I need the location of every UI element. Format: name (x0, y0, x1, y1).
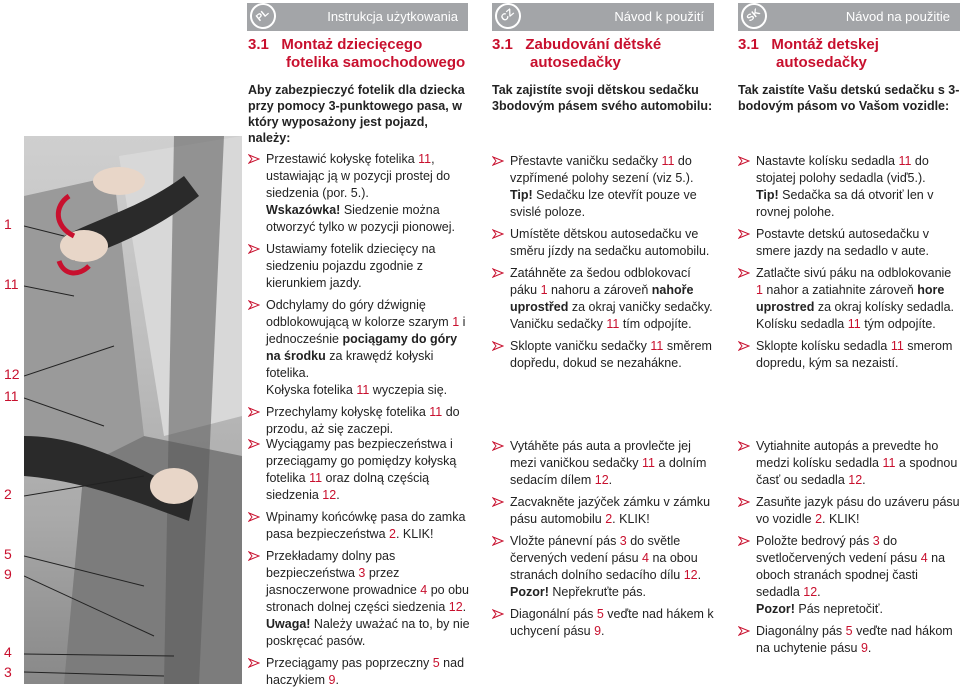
step-text: 2 (815, 512, 823, 526)
step-item (248, 436, 470, 504)
step-item (738, 153, 960, 187)
step-text: 9 (860, 641, 868, 655)
step-text: 1 (756, 283, 763, 297)
steps-list-pl-2 (248, 436, 470, 694)
callout-4: 4 (4, 644, 12, 660)
hollow-arrow-icon (248, 512, 260, 522)
header-title-sk: Návod na použitie (845, 9, 950, 24)
step-text: Diagonální pás (510, 607, 597, 621)
step-item (492, 226, 714, 260)
step-item (248, 509, 470, 543)
step-item (738, 494, 960, 528)
hollow-arrow-icon (492, 536, 504, 546)
step-text: Přestavte vaničku sedačky (510, 154, 662, 168)
step-text: 4 (920, 551, 928, 565)
steps-list-cz-1 (492, 153, 714, 377)
step-text: Vytáhěte pás auta a provlečte jej mezi vaničkou sedačky (510, 439, 691, 470)
step-item (492, 316, 714, 333)
section-subtitle-pl: Aby zabezpieczyć fotelik dla dziecka przy pomocy 3-punktowego pasa, w który wyposażony jest pojazd, należy: (248, 83, 465, 145)
step-text: Umístěte dětskou autosedačku ve směru jízdy na sedačku automobilu. (510, 227, 710, 258)
step-text: Zacvakněte jazýček zámku v zámku pásu automobilu (510, 495, 711, 526)
step-text: směrem dopředu, dokud se nezaháknе. (510, 339, 712, 370)
step-text: Vytiahnite autopás a prevedte ho medzi kolísku sedadla (756, 439, 939, 470)
step-text: hore uprostred (756, 283, 945, 314)
hollow-arrow-icon (738, 441, 750, 451)
step-text: 11 (356, 383, 370, 397)
hollow-arrow-icon (248, 300, 260, 310)
step-item (492, 153, 714, 187)
step-text: do stojatej polohy sedadla (viď5.). (756, 154, 929, 185)
step-text: 11 (418, 152, 432, 166)
steps-list-sk-2 (738, 438, 960, 662)
step-text: Uwaga! (266, 617, 311, 631)
step-text: Sklopte kolísku sedadla (756, 339, 891, 353)
section-title-sk: 3.1 Montáž detskej autosedačky (738, 36, 879, 71)
step-text: 1 (452, 315, 460, 329)
step-text: Kolísku sedadla (756, 317, 848, 331)
step-text: 3 (358, 566, 366, 580)
step-item (492, 494, 714, 528)
step-text: pociągamy do góry na środku (266, 332, 458, 363)
step-item (492, 438, 714, 489)
step-text: Položte bedrový pás (756, 534, 873, 548)
step-item (738, 623, 960, 657)
step-text: 4 (420, 583, 428, 597)
hollow-arrow-icon (738, 626, 750, 636)
step-text: 11 (309, 471, 323, 485)
step-item (738, 187, 960, 221)
hollow-arrow-icon (738, 156, 750, 166)
callout-5: 5 (4, 546, 12, 562)
step-item (738, 338, 960, 372)
step-text: Przeciągamy pas poprzeczny (266, 656, 433, 670)
step-text: 4 (642, 551, 649, 565)
step-text: nahoře uprostřed (510, 283, 694, 314)
step-text: . (336, 488, 340, 502)
step-item (248, 241, 470, 292)
callout-1: 1 (4, 216, 12, 232)
hollow-arrow-icon (738, 497, 750, 507)
hollow-arrow-icon (492, 156, 504, 166)
step-text: Zasuňte jazyk pásu do uzáveru pásu vo vozidle (756, 495, 960, 526)
step-item (248, 404, 470, 438)
hollow-arrow-icon (492, 497, 504, 507)
hollow-arrow-icon (492, 229, 504, 239)
step-item (492, 606, 714, 640)
step-item (248, 548, 470, 616)
step-text: 11 (642, 456, 655, 470)
step-text: . (817, 585, 821, 599)
step-text: po obu stronach dolnej części siedzenia (266, 583, 469, 614)
step-text: Przechylamy kołyskę fotelika (266, 405, 430, 419)
hollow-arrow-icon (738, 229, 750, 239)
lang-badge-sk: SK (736, 0, 773, 34)
step-text: . (608, 473, 613, 487)
hollow-arrow-icon (738, 341, 750, 351)
step-item (248, 297, 470, 382)
step-item (492, 265, 714, 316)
step-text: nad haczykiem (266, 656, 465, 687)
step-text: Wpinamy końcówkę pasa do zamka pasa bezpieczeństwa (266, 510, 466, 541)
hollow-arrow-icon (492, 341, 504, 351)
step-text: . KLIK! (395, 527, 434, 541)
step-text: Vložte pánevní pás (510, 534, 620, 548)
step-text: 5 (432, 656, 440, 670)
lang-badge-pl: PL (245, 0, 282, 34)
step-text: Siedzenie można otworzyć tylko w pozycji pionowej. (266, 203, 455, 234)
section-title-cz: 3.1 Zabudování dětské autosedačky (492, 36, 662, 71)
step-text: Przekładamy dolny pas bezpieczeństwa (266, 549, 396, 580)
step-text: Zatáhněte za šedou odblokovací páku (510, 266, 691, 297)
step-text: . (862, 473, 866, 487)
step-text: 2 (605, 512, 613, 526)
header-pl (247, 3, 468, 31)
step-item (738, 533, 960, 601)
step-text: 5 (596, 607, 604, 621)
step-text: , ustawiając ją w pozycji prostej do siedzenia (por. 5.). (266, 152, 451, 200)
step-text: 1 (540, 283, 548, 297)
step-text: 12 (594, 473, 609, 487)
step-text: Wyciągamy pas bezpieczeństwa i przeciągamy go pomiędzy kołyską fotelika (266, 437, 457, 485)
step-item (248, 655, 470, 689)
hollow-arrow-icon (248, 439, 260, 449)
step-text: 11 (650, 339, 664, 353)
step-text: Należy uważać na to, by nie poskręcać pasów. (266, 617, 470, 648)
column-cz (492, 36, 714, 638)
step-item (738, 316, 960, 333)
step-text: za okraj vaničky sedačky. (568, 300, 713, 314)
header-cz (492, 3, 714, 31)
step-text: tím odpojíte. (619, 317, 692, 331)
step-text: do světle červených vedení pásu (510, 534, 681, 565)
step-text: Pás nepretočiť. (794, 602, 883, 616)
step-text: . KLIK! (612, 512, 650, 526)
step-text: Ustawiamy fotelik dziecięcy na siedzeniu pojazdu zgodnie z kierunkiem jazdy. (266, 242, 436, 290)
step-item (248, 382, 470, 399)
step-text: Pozor! (510, 585, 549, 599)
step-item (492, 338, 714, 372)
step-text: 9 (328, 673, 336, 687)
header-title-pl: Instrukcja użytkowania (327, 9, 458, 24)
step-text: Zatlačte sivú páku na odblokovanie (756, 266, 952, 280)
step-text: Wskazówka! (266, 203, 341, 217)
callout-12: 12 (4, 366, 20, 382)
step-text: 9 (594, 624, 602, 638)
step-text: oraz dolną częścią siedzenia (266, 471, 430, 502)
header-sk (738, 3, 960, 31)
step-text: smerom dopredu, kým sa nezaistí. (756, 339, 953, 370)
step-text: 11 (890, 339, 904, 353)
step-item (738, 601, 960, 618)
step-text: 12 (448, 600, 463, 614)
step-text: i jednocześnie (266, 315, 466, 346)
callout-9: 9 (4, 566, 12, 582)
step-text: a dolním sedacím dílem (510, 456, 707, 487)
step-text: . (867, 641, 872, 655)
column-pl (248, 36, 470, 687)
hollow-arrow-icon (492, 268, 504, 278)
step-text: nahoru a zároveň (547, 283, 652, 297)
hollow-arrow-icon (248, 658, 260, 668)
step-text: na obou stranách dolního sedacího dílu (510, 551, 698, 582)
section-title-pl: 3.1 Montaż dziecięcego fotelika samochodowego (248, 36, 466, 71)
section-subtitle-sk: Tak zaistíte Vašu detskú sedačku s 3-bodovým pásom vo Vašom vozidle: (738, 83, 960, 113)
step-text: na oboch stranách spodnej časti sedadla (756, 551, 946, 599)
callout-11-lower: 11 (4, 388, 19, 404)
step-text: veďte nad hákom na uchytenie pásu (756, 624, 953, 655)
step-text: Vaničku sedačky (510, 317, 607, 331)
callout-2: 2 (4, 486, 12, 502)
section-subtitle-cz: Tak zajistíte svoji dětskou sedačku 3bodovým pásem svého automobilu: (492, 83, 713, 113)
callout-3: 3 (4, 664, 12, 680)
step-text: 5 (845, 624, 853, 638)
step-text: 3 (872, 534, 880, 548)
step-text: . (697, 568, 702, 582)
step-text: Sedačka sa dá otvoriť len v rovnej polohe. (756, 188, 934, 219)
step-text: Nastavte kolísku sedadla (756, 154, 899, 168)
step-text: nahor a zatiahnite zároveň (762, 283, 918, 297)
step-text: 12 (803, 585, 818, 599)
step-text: tým odpojíte. (860, 317, 936, 331)
step-text: a spodnou časť ou sedadla (756, 456, 958, 487)
step-text: Nepřekruťte pás. (548, 585, 646, 599)
step-text: Sklopte vaničku sedačky (510, 339, 651, 353)
step-text: 11 (882, 456, 896, 470)
column-sk (738, 36, 960, 655)
step-text: 2 (389, 527, 396, 541)
step-text: . KLIK! (822, 512, 860, 526)
step-text: Tip! (510, 188, 533, 202)
steps-list-sk-1 (738, 153, 960, 377)
hollow-arrow-icon (248, 407, 260, 417)
step-text: Sedačku lze otevřít pouze ve svislé poloze. (510, 188, 697, 219)
hollow-arrow-icon (738, 268, 750, 278)
step-item (492, 584, 714, 601)
step-text: Diagonálny pás (756, 624, 846, 638)
step-text: 11 (661, 154, 675, 168)
step-item (738, 265, 960, 316)
callout-11: 11 (4, 276, 19, 292)
step-text: Postavte detskú autosedačku v smere jazdy na sedadlo v aute. (756, 227, 930, 258)
step-text: 11 (429, 405, 443, 419)
step-text: Odchylamy do góry dźwignię odblokowującą w kolorze szarym (266, 298, 453, 329)
step-text: do svetločervených vedení pásu (756, 534, 921, 565)
lang-badge-cz: CZ (490, 0, 527, 34)
step-text: 11 (606, 317, 620, 331)
step-text: do przodu, aż się zaczepi. (266, 405, 460, 436)
step-text: veďte nad hákem k uchycení pásu (510, 607, 714, 638)
step-text: . (462, 600, 467, 614)
step-text: 12 (848, 473, 863, 487)
step-text: Przestawić kołyskę fotelika (266, 152, 419, 166)
step-text: do vzpřímené polohy sezení (viz 5.). (510, 154, 694, 185)
step-text: 12 (683, 568, 698, 582)
step-text: Tip! (756, 188, 779, 202)
step-text: Pozor! (756, 602, 795, 616)
step-text: . (601, 624, 605, 638)
step-text: za krawędź kołyski fotelika. (266, 349, 434, 380)
hollow-arrow-icon (492, 609, 504, 619)
step-text: Kołyska fotelika (266, 383, 357, 397)
step-item (492, 187, 714, 221)
step-text: . (335, 673, 339, 687)
hollow-arrow-icon (492, 441, 504, 451)
step-text: 3 (619, 534, 627, 548)
step-item (248, 202, 470, 236)
step-text: 11 (847, 317, 861, 331)
step-text: przez jasnoczerwone prowadnice (266, 566, 421, 597)
step-item (492, 533, 714, 584)
step-item (248, 616, 470, 650)
step-item (738, 226, 960, 260)
installation-photo (24, 136, 242, 684)
step-text: 12 (322, 488, 337, 502)
hollow-arrow-icon (248, 244, 260, 254)
step-item (738, 438, 960, 489)
step-text: 11 (898, 154, 912, 168)
hollow-arrow-icon (738, 536, 750, 546)
step-text: za okraj kolísky sedadla. (814, 300, 954, 314)
steps-list-pl-1 (248, 151, 470, 443)
steps-list-cz-2 (492, 438, 714, 645)
step-item (248, 151, 470, 202)
header-title-cz: Návod k použití (614, 9, 704, 24)
hollow-arrow-icon (248, 551, 260, 561)
hollow-arrow-icon (248, 154, 260, 164)
step-text: wyczepia się. (369, 383, 448, 397)
